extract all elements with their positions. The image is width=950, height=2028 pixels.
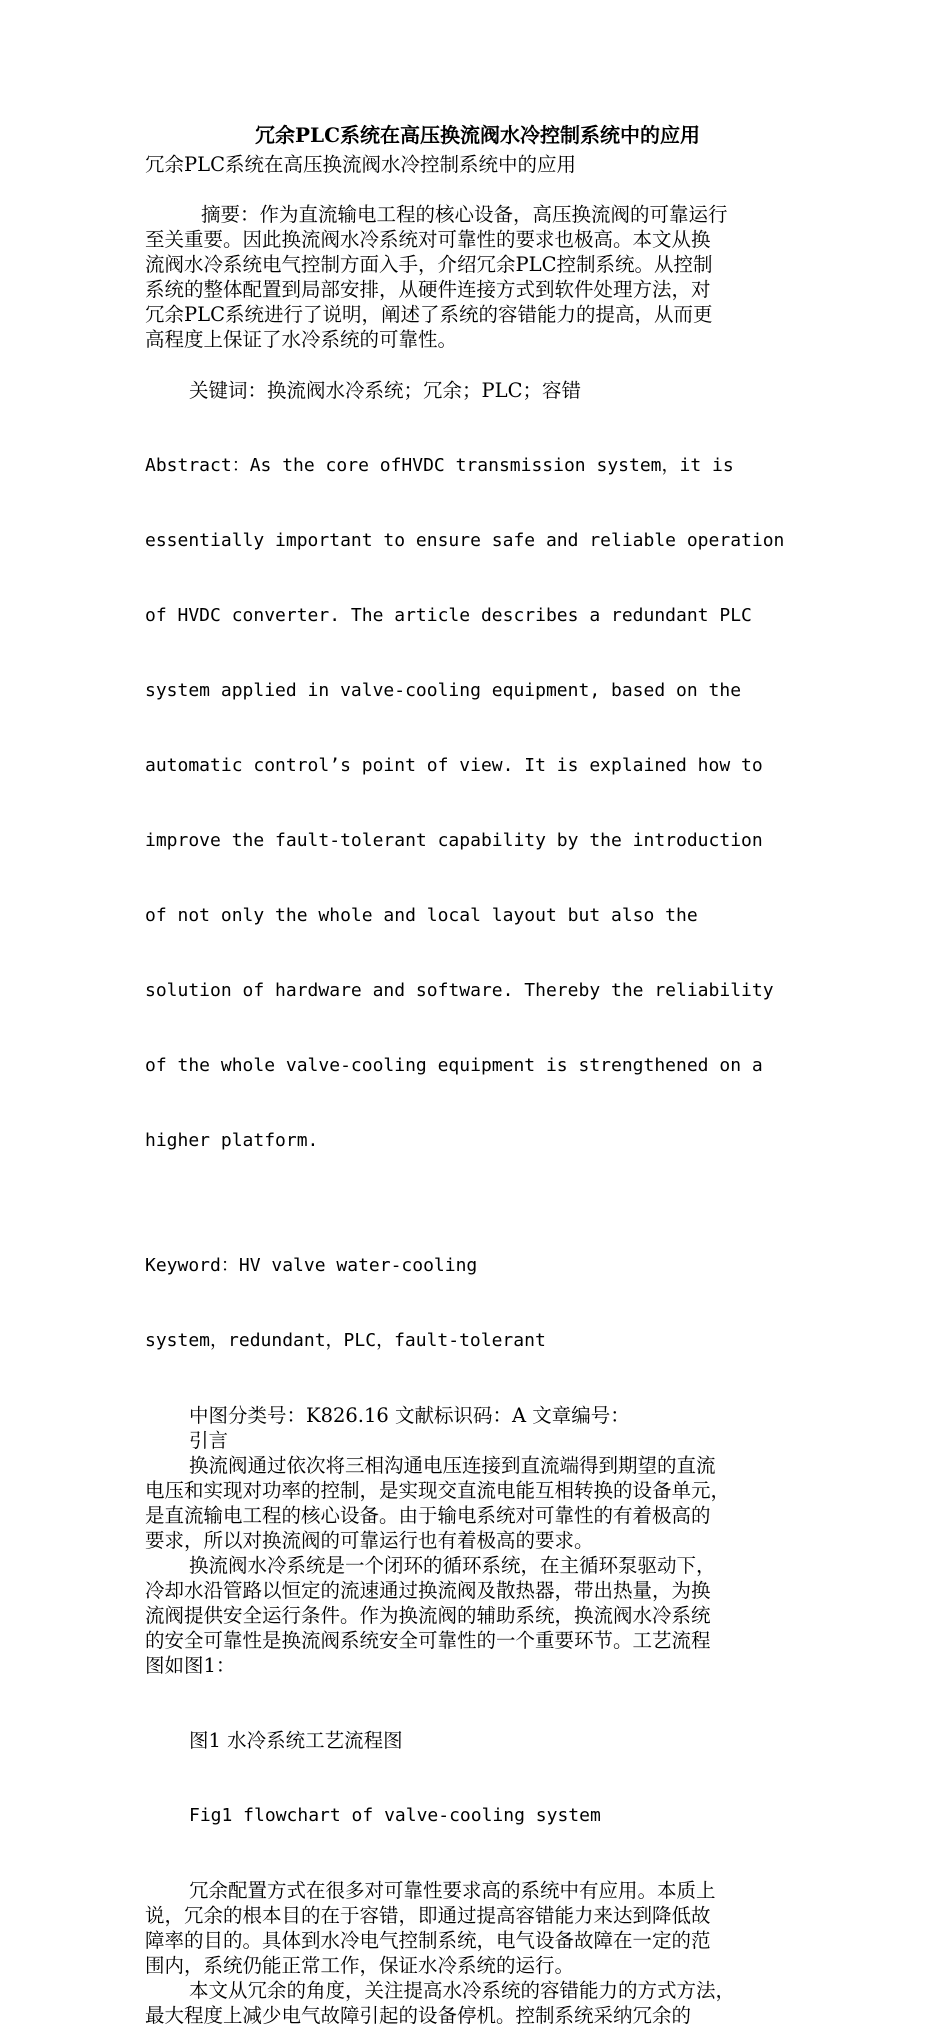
figure-caption-en-text: Fig1 flowchart of valve-cooling system [189,1805,601,1826]
abstract-en [145,403,810,1203]
abstract-cn-line: 摘要：作为直流输电工程的核心设备，高压换流阀的可靠运行 [201,203,728,226]
spacer [145,352,810,378]
abstract-en-line: of HVDC converter. The article describes a redundant PLC [145,605,752,626]
paragraph-line: 最大程度上减少电气故障引起的设备停机。控制系统采纳冗余的 [145,2004,692,2027]
paragraph-4 [145,1978,810,2028]
abstract-cn-line: 至关重要。因此换流阀水冷系统对可靠性的要求也极高。本文从换 [145,228,711,251]
abstract-cn-line: 高程度上保证了水冷系统的可靠性。 [145,328,458,351]
paragraph-line: 是直流输电工程的核心设备。由于输电系统对可靠性的有着极高的 [145,1504,711,1527]
abstract-en-line: essentially important to ensure safe and reliable operation [145,530,785,551]
abstract-cn-line: 流阀水冷系统电气控制方面入手，介绍冗余PLC控制系统。从控制 [145,253,713,276]
keywords-cn-text: 关键词：换流阀水冷系统；冗余；PLC；容错 [189,379,581,402]
paragraph-line: 换流阀通过依次将三相沟通电压连接到直流端得到期望的直流 [189,1454,716,1477]
figure-caption-en [145,1753,810,1878]
document-title: 冗余PLC系统在高压换流阀水冷控制系统中的应用 [254,123,701,147]
abstract-en-line: of not only the whole and local layout but also the [145,905,698,926]
intro-paragraph-2 [145,1553,810,1678]
paragraph-line: 围内，系统仍能正常工作，保证水冷系统的运行。 [145,1954,575,1977]
paragraph-line: 电压和实现对功率的控制，是实现交直流电能互相转换的设备单元， [145,1479,731,1502]
abstract-cn-line: 系统的整体配置到局部安排，从硬件连接方式到软件处理方法，对 [145,278,711,301]
abstract-cn-line: 冗余PLC系统进行了说明，阐述了系统的容错能力的提高，从而更 [145,303,713,326]
abstract-en-line: automatic control’s point of view. It is explained how to [145,755,763,776]
paragraph-line: 冷却水沿管路以恒定的流速通过换流阀及散热器，带出热量，为换 [145,1579,711,1602]
paragraph-line: 本文从冗余的角度，关注提高水冷系统的容错能力的方式方法， [189,1979,736,2002]
paragraph-line: 冗余配置方式在很多对可靠性要求高的系统中有应用。本质上 [189,1879,716,1902]
intro-paragraph-1 [145,1453,810,1553]
spacer [145,178,810,202]
abstract-en-line: improve the fault-tolerant capability by the introduction [145,830,763,851]
intro-heading-text: 引言 [189,1429,229,1452]
classification [145,1403,810,1428]
intro-heading [145,1428,810,1453]
keywords-cn [145,378,810,403]
document-subtitle: 冗余PLC系统在高压换流阀水冷控制系统中的应用 [145,153,576,176]
keywords-en-line: Keyword：HV valve water-cooling [145,1255,478,1276]
abstract-en-line: solution of hardware and software. Thereby the reliability [145,980,774,1001]
paragraph-line: 要求，所以对换流阀的可靠运行也有着极高的要求。 [145,1529,594,1552]
paragraph-line: 说，冗余的根本目的在于容错，即通过提高容错能力来达到降低故 [145,1904,711,1927]
abstract-en-line: Abstract：As the core ofHVDC transmission system，it is [145,455,734,476]
paragraph-line: 换流阀水冷系统是一个闭环的循环系统，在主循环泵驱动下， [189,1554,716,1577]
abstract-en-line: of the whole valve-cooling equipment is strengthened on a [145,1055,763,1076]
paragraph-line: 障率的目的。具体到水冷电气控制系统，电气设备故障在一定的范 [145,1929,711,1952]
keywords-en-line: system，redundant，PLC，fault-tolerant [145,1330,546,1351]
abstract-en-line: higher platform. [145,1130,319,1151]
paragraph-line: 的安全可靠性是换流阀系统安全可靠性的一个重要环节。工艺流程 [145,1629,711,1652]
paragraph-3 [145,1878,810,1978]
figure-placeholder [145,1678,810,1728]
figure-caption-cn [145,1728,810,1753]
keywords-en [145,1203,810,1403]
classification-text: 中图分类号：K826.16 文献标识码：A 文章编号： [189,1404,630,1427]
abstract-en-line: system applied in valve-cooling equipment, based on the [145,680,742,701]
paragraph-line: 流阀提供安全运行条件。作为换流阀的辅助系统，换流阀水冷系统 [145,1604,711,1627]
paragraph-line: 图如图1： [145,1654,236,1677]
figure-caption-cn-text: 图1 水冷系统工艺流程图 [189,1729,403,1752]
document-page [145,118,810,2028]
abstract-cn [145,202,810,352]
